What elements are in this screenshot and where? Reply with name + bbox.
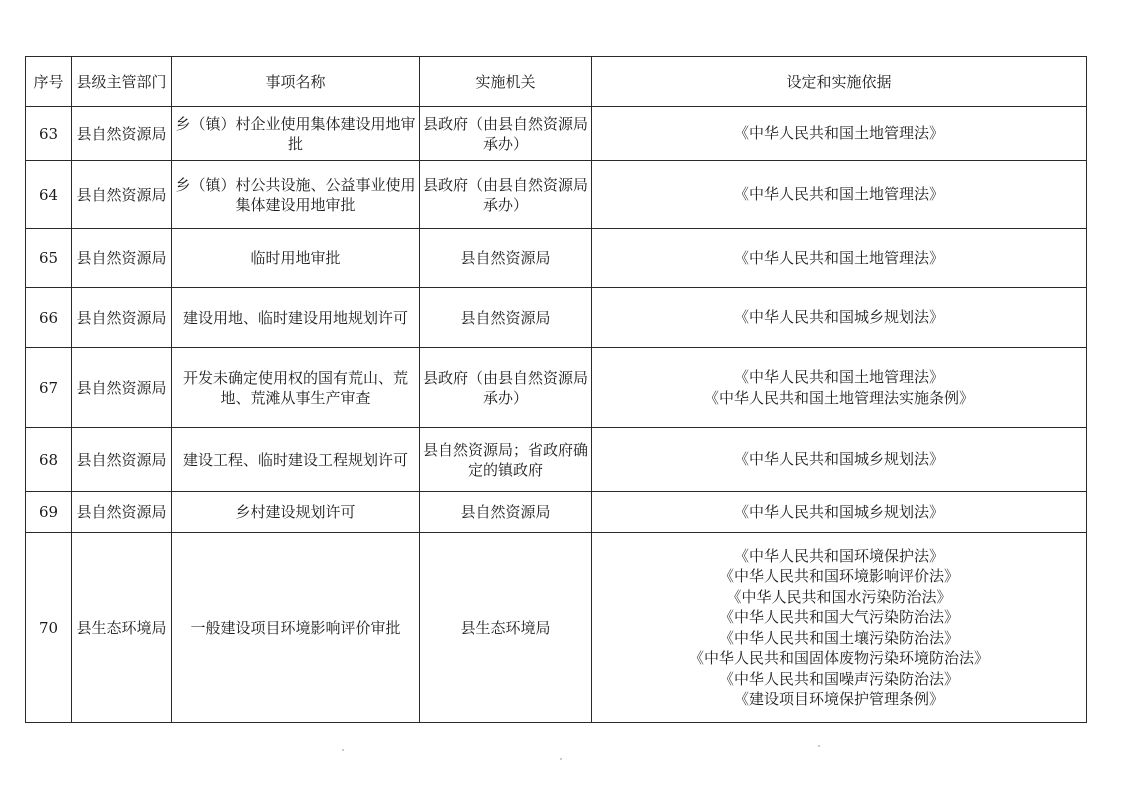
row-dept: 县自然资源局 [72,288,172,348]
row-agency: 县政府（由县自然资源局承办） [420,348,592,428]
row-seq: 65 [26,229,72,288]
items-table [25,56,1087,723]
row-dept: 县自然资源局 [72,348,172,428]
scan-speck [342,749,344,751]
row-basis [592,492,1087,533]
table-row [26,348,1087,428]
row-dept: 县自然资源局 [72,229,172,288]
row-basis [592,533,1087,723]
row-item: 乡（镇）村公共设施、公益事业使用集体建设用地审批 [172,161,420,229]
scan-speck [560,758,562,760]
basis-law: 《中华人民共和国土地管理法》 [733,248,944,267]
row-agency: 县自然资源局 [420,288,592,348]
row-item: 建设工程、临时建设工程规划许可 [172,428,420,492]
row-dept: 县自然资源局 [72,492,172,533]
table-row [26,107,1087,161]
row-item: 乡（镇）村企业使用集体建设用地审批 [172,107,420,161]
row-agency: 县自然资源局；省政府确定的镇政府 [420,428,592,492]
basis-law: 《中华人民共和国土地管理法》 [733,368,944,386]
row-seq: 67 [26,348,72,428]
header-basis: 设定和实施依据 [592,57,1087,107]
basis-law: 《中华人民共和国土地管理法》 [733,124,944,143]
row-basis [592,348,1087,428]
row-dept: 县自然资源局 [72,107,172,161]
row-item: 乡村建设规划许可 [172,492,420,533]
row-basis [592,107,1087,161]
basis-law: 《中华人民共和国城乡规划法》 [733,308,944,327]
header-item: 事项名称 [172,57,420,107]
basis-law: 《建设项目环境保护管理条例》 [733,690,944,708]
row-dept: 县自然资源局 [72,428,172,492]
row-seq: 70 [26,533,72,723]
row-seq: 63 [26,107,72,161]
header-dept: 县级主管部门 [72,57,172,107]
row-agency: 县生态环境局 [420,533,592,723]
row-basis [592,161,1087,229]
row-item: 开发未确定使用权的国有荒山、荒地、荒滩从事生产审查 [172,348,420,428]
row-basis [592,288,1087,348]
table-row [26,533,1087,723]
basis-law: 《中华人民共和国环境保护法》 [733,546,944,565]
basis-law: 《中华人民共和国水污染防治法》 [726,587,952,606]
table-row [26,492,1087,533]
row-dept: 县自然资源局 [72,161,172,229]
row-dept: 县生态环境局 [72,533,172,723]
row-item: 建设用地、临时建设用地规划许可 [172,288,420,348]
row-item: 一般建设项目环境影响评价审批 [172,533,420,723]
scan-speck [818,745,820,747]
basis-law: 《中华人民共和国土地管理法》 [733,185,944,204]
table-row [26,428,1087,492]
table-row [26,288,1087,348]
row-item: 临时用地审批 [172,229,420,288]
basis-law: 《中华人民共和国土地管理法实施条例》 [703,388,974,407]
row-seq: 64 [26,161,72,229]
table-row [26,229,1087,288]
basis-law: 《中华人民共和国城乡规划法》 [733,450,944,469]
row-agency: 县政府（由县自然资源局承办） [420,107,592,161]
basis-law: 《中华人民共和国城乡规划法》 [733,502,944,521]
row-seq: 69 [26,492,72,533]
basis-law: 《中华人民共和国噪声污染防治法》 [718,669,959,688]
basis-law: 《中华人民共和国土壤污染防治法》 [718,628,959,647]
row-seq: 66 [26,288,72,348]
header-row [26,57,1087,107]
header-agency: 实施机关 [420,57,592,107]
basis-law: 《中华人民共和国大气污染防治法》 [718,608,959,626]
row-agency: 县自然资源局 [420,229,592,288]
header-seq: 序号 [26,57,72,107]
row-agency: 县政府（由县自然资源局承办） [420,161,592,229]
basis-law: 《中华人民共和国固体废物污染环境防治法》 [688,649,989,667]
basis-law: 《中华人民共和国环境影响评价法》 [718,567,959,585]
row-agency: 县自然资源局 [420,492,592,533]
row-basis [592,229,1087,288]
row-basis [592,428,1087,492]
row-seq: 68 [26,428,72,492]
table-row [26,161,1087,229]
